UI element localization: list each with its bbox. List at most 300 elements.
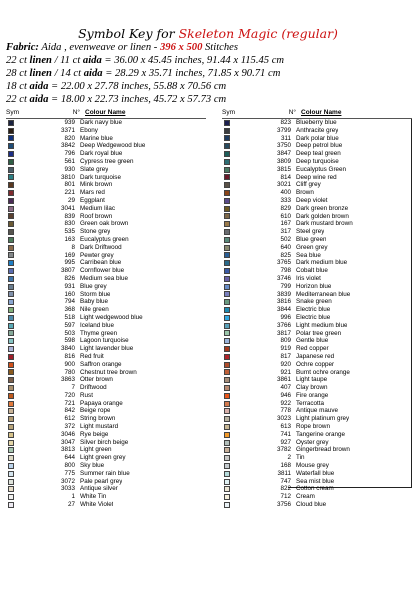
design-name: Skeleton Magic (regular) [178,26,338,41]
list-item [222,392,412,400]
colour-name: Tin [296,454,305,462]
thread-number: 927 [280,438,291,446]
thread-number: 333 [280,196,291,204]
colour-name: Green grey [296,243,328,251]
colour-name: Roof brown [80,212,113,220]
thread-number: 372 [64,423,75,431]
list-item [222,244,412,252]
list-item [222,478,412,486]
thread-number: 640 [280,243,291,251]
thread-number: 503 [64,329,75,337]
colour-name: Brown [296,189,314,197]
list-item [6,205,206,213]
thread-number: 8 [71,243,75,251]
thread-number: 368 [64,306,75,314]
list-item [222,493,412,501]
colour-name: Dark green bronze [296,204,349,212]
thread-number: 930 [64,165,75,173]
list-item [6,119,206,127]
colour-name: Sea blue [296,251,321,259]
colour-name: Cypress tree green [80,157,134,165]
thread-number: 3842 [60,142,75,150]
size-line-18ct-aida: 18 ct aida = 22.00 x 27.78 inches, 55.88 x 70.56 cm [6,81,227,92]
list-item [222,166,412,174]
thread-number: 502 [280,235,291,243]
thread-number: 995 [64,259,75,267]
colour-name: Electric blue [296,313,331,321]
list-item [6,174,206,182]
thread-number: 3746 [276,274,291,282]
header-colour-name: Colour Name [85,109,126,116]
list-item [222,259,412,267]
list-item [222,337,412,345]
thread-number: 822 [280,485,291,493]
thread-number: 221 [64,189,75,197]
thread-number: 3844 [276,306,291,314]
colour-name: Papaya orange [80,399,123,407]
symbol-key-right-column [222,108,412,509]
thread-number: 778 [280,407,291,415]
colour-name: Antique silver [80,485,118,493]
list-item [222,205,412,213]
colour-name: Deep teal green [296,150,341,158]
colour-name: Eggplant [80,196,105,204]
thread-number: 798 [280,267,291,275]
list-item [6,478,206,486]
thread-number: 809 [280,337,291,345]
colour-name: Light medium blue [296,321,348,329]
colour-name: Medium sea blue [80,274,128,282]
list-item [6,291,206,299]
colour-name: Dark turquoise [80,173,121,181]
column-header [6,108,206,119]
list-item [6,454,206,462]
thread-number: 561 [64,157,75,165]
list-item [6,384,206,392]
list-item [6,283,206,291]
list-item [222,369,412,377]
list-item [6,135,206,143]
list-item [6,181,206,189]
thread-number: 796 [64,150,75,158]
thread-number: 741 [280,430,291,438]
colour-name: Rust [80,391,93,399]
list-item [6,158,206,166]
colour-name: Nile green [80,306,109,314]
thread-number: 826 [64,274,75,282]
colour-name: Light green [80,446,112,454]
list-item [6,439,206,447]
page-title [0,26,416,41]
colour-name: Rope brown [296,423,330,431]
thread-number: 3041 [60,204,75,212]
colour-name: Burnt ochre orange [296,368,350,376]
list-item [6,166,206,174]
thread-number: 720 [64,391,75,399]
colour-name: Ebony [80,126,98,134]
thread-number: 311 [280,134,291,142]
thread-number: 3847 [276,150,291,158]
thread-number: 407 [280,384,291,392]
colour-name: Light platinum grey [296,415,350,423]
list-item [6,392,206,400]
list-item [222,485,412,493]
list-item [6,298,206,306]
list-item [222,197,412,205]
size-line-22ct-aida: 22 ct aida = 18.00 x 22.73 inches, 45.72 x 57.73 cm [6,94,227,105]
thread-number: 163 [64,235,75,243]
list-item [222,228,412,236]
list-item [6,345,206,353]
list-item [222,462,412,470]
thread-number: 794 [64,298,75,306]
list-item [6,197,206,205]
colour-name: Cloud blue [296,501,327,509]
thread-number: 3816 [276,298,291,306]
colour-name: Deep turquoise [296,157,339,165]
colour-name: Mediterranean blue [296,290,351,298]
list-item [6,150,206,158]
list-item [6,228,206,236]
thread-number: 814 [280,173,291,181]
list-item [222,283,412,291]
thread-number: 610 [280,212,291,220]
list-item [6,267,206,275]
colour-name: Dark golden brown [296,212,349,220]
thread-number: 3765 [276,259,291,267]
size-line-28ct-linen: 28 ct linen / 14 ct aida = 28.29 x 35.71 inches, 71.85 x 90.71 cm [6,68,281,79]
colour-name: Blue green [296,235,327,243]
list-item [222,314,412,322]
thread-number: 2 [287,454,291,462]
colour-name: Cliff grey [296,181,321,189]
list-item [6,337,206,345]
thread-number: 3782 [276,446,291,454]
thread-number: 830 [64,220,75,228]
colour-name: Summer rain blue [80,469,130,477]
colour-name: Pewter grey [80,251,114,259]
colour-name: Driftwood [80,384,107,392]
list-item [222,181,412,189]
list-item [6,306,206,314]
colour-name: White Violet [80,501,114,509]
list-item [222,446,412,454]
thread-number: 775 [64,469,75,477]
list-item [222,439,412,447]
thread-number: 747 [280,477,291,485]
colour-name: Cobalt blue [296,267,328,275]
list-item [6,244,206,252]
thread-number: 823 [280,119,291,126]
list-item [6,400,206,408]
thread-number: 825 [280,251,291,259]
list-item [222,158,412,166]
thread-number: 27 [67,501,75,509]
colour-name: Mouse grey [296,462,329,470]
header-colour-name: Colour Name [301,109,342,116]
colour-name: Light green grey [80,454,126,462]
thread-number: 169 [64,251,75,259]
colour-name: Silver birch beige [80,438,129,446]
colour-name: Dark Driftwood [80,243,122,251]
thread-number: 3809 [276,157,291,165]
colour-name: Anthracite grey [296,126,339,134]
colour-name: Dark navy blue [80,119,122,126]
thread-number: 3046 [60,430,75,438]
colour-name: Pale pearl grey [80,477,123,485]
colour-name: Marine blue [80,134,113,142]
list-item [222,322,412,330]
thread-number: 3840 [60,345,75,353]
thread-number: 597 [64,321,75,329]
colour-name: Eucalyptus green [80,235,129,243]
thread-number: 919 [280,345,291,353]
thread-number: 400 [280,189,291,197]
list-item [222,135,412,143]
list-item [222,470,412,478]
list-item [6,330,206,338]
list-item [222,376,412,384]
list-item [222,220,412,228]
colour-name: Sea mist blue [296,477,335,485]
thread-number: 712 [280,493,291,501]
thread-number: 3810 [60,173,75,181]
thread-number: 820 [64,134,75,142]
colour-name: Red copper [296,345,329,353]
thread-number: 518 [64,313,75,321]
list-item [6,127,206,135]
list-item [222,213,412,221]
list-item [222,501,412,509]
symbol-key-left-column [6,108,206,509]
list-item [222,275,412,283]
colour-name: Clay brown [296,384,328,392]
colour-name: Chestnut tree brown [80,368,137,376]
list-item [6,462,206,470]
colour-name: Dark polar blue [296,134,339,142]
colour-name: Deep Wedgewood blue [80,142,146,150]
list-item [222,150,412,158]
colour-name: Japanese red [296,352,335,360]
list-item [6,423,206,431]
thread-number: 939 [64,119,75,126]
colour-name: Medium lilac [80,204,115,212]
colour-name: Deep petrol blue [296,142,343,150]
colour-name: Storm blue [80,290,111,298]
colour-name: Cornflower blue [80,267,125,275]
list-item [222,415,412,423]
thread-number: 535 [64,228,75,236]
header-number: N° [288,109,296,116]
thread-number: 644 [64,454,75,462]
list-item [6,314,206,322]
thread-number: 167 [280,220,291,228]
list-item [222,431,412,439]
right-rows [222,119,412,509]
colour-name: Red fruit [80,352,104,360]
thread-number: 598 [64,337,75,345]
list-item [222,306,412,314]
list-item [6,236,206,244]
colour-name: Gingerbread brown [296,446,350,454]
colour-name: Sky blue [80,462,105,470]
colour-name: Dark royal blue [80,150,123,158]
colour-name: Otter brown [80,376,113,384]
title-prefix: Symbol Key for [78,26,175,41]
list-item [6,252,206,260]
list-item [6,407,206,415]
thread-number: 920 [280,360,291,368]
list-item [6,189,206,197]
thread-number: 3023 [276,415,291,423]
thread-number: 3807 [60,267,75,275]
thread-number: 931 [64,282,75,290]
thread-number: 3861 [276,376,291,384]
colour-name: Cream [296,493,315,501]
thread-number: 800 [64,462,75,470]
colour-name: Dark medium blue [296,259,348,267]
list-item [222,298,412,306]
colour-name: Mars red [80,189,105,197]
colour-name: Rye beige [80,430,109,438]
thread-number: 922 [280,399,291,407]
list-item [6,446,206,454]
list-item [6,493,206,501]
thread-number: 3863 [60,376,75,384]
colour-name: Blue grey [80,282,107,290]
list-item [6,415,206,423]
left-rows [6,119,206,509]
colour-name: Oyster grey [296,438,329,446]
colour-name: Antique mauve [296,407,339,415]
colour-name: Dark mustard brown [296,220,353,228]
colour-name: Green oak brown [80,220,129,228]
colour-name: Light lavender blue [80,345,134,353]
thread-number: 842 [64,407,75,415]
colour-name: Blueberry blue [296,119,337,126]
header-number: N° [72,109,80,116]
colour-name: Iceland blue [80,321,114,329]
list-item [6,470,206,478]
list-item [222,407,412,415]
header-sym: Sym [222,109,235,116]
colour-name: Electric blue [296,306,331,314]
thread-number: 29 [67,196,75,204]
colour-name: Terracotta [296,399,324,407]
thread-number: 946 [280,391,291,399]
thread-number: 829 [280,204,291,212]
list-item [222,353,412,361]
thread-number: 900 [64,360,75,368]
list-item [6,142,206,150]
list-item [222,345,412,353]
colour-name: Deep wine red [296,173,337,181]
thread-number: 3072 [60,477,75,485]
list-item [6,485,206,493]
thread-number: 3815 [276,165,291,173]
thread-number: 817 [280,352,291,360]
list-item [6,259,206,267]
list-item [6,501,206,509]
size-line-22ct-linen: 22 ct linen / 11 ct aida = 36.00 x 45.45 inches, 91.44 x 115.45 cm [6,55,285,66]
colour-name: Horizon blue [296,282,332,290]
thread-number: 839 [64,212,75,220]
colour-name: Tangerine orange [296,430,346,438]
thread-number: 3811 [277,469,291,477]
list-item [222,400,412,408]
list-item [222,291,412,299]
list-item [222,142,412,150]
thread-number: 799 [280,282,291,290]
header-sym: Sym [6,109,19,116]
colour-name: Carribean blue [80,259,122,267]
colour-name: Baby blue [80,298,109,306]
colour-name: Beige rope [80,407,111,415]
colour-name: White Tin [80,493,107,501]
colour-name: Light mustard [80,423,119,431]
list-item [6,361,206,369]
list-item [222,454,412,462]
thread-number: 3839 [276,290,291,298]
thread-number: 168 [280,462,291,470]
list-item [6,369,206,377]
thread-number: 3813 [60,446,75,454]
thread-number: 3021 [276,181,291,189]
colour-name: Light taupe [296,376,328,384]
colour-name: Cotton cream [296,485,334,493]
thread-number: 780 [64,368,75,376]
colour-name: Fire orange [296,391,329,399]
colour-name: Slate grey [80,165,109,173]
colour-name: Snake green [296,298,332,306]
thread-number: 721 [64,399,75,407]
thread-number: 801 [64,181,75,189]
colour-name: Eucalyptus Green [296,165,347,173]
list-item [222,252,412,260]
colour-name: Ochre copper [296,360,335,368]
colour-name: Polar tree green [296,329,342,337]
colour-name: Light wedgewood blue [80,313,143,321]
colour-name: Thyme green [80,329,118,337]
list-item [6,376,206,384]
list-item [222,236,412,244]
list-item [6,220,206,228]
thread-number: 3817 [276,329,291,337]
list-item [222,361,412,369]
list-item [6,353,206,361]
thread-number: 160 [64,290,75,298]
list-item [6,431,206,439]
thread-number: 7 [71,384,75,392]
thread-number: 816 [64,352,75,360]
colour-name: Lagoon turquoise [80,337,129,345]
colour-name: Steel grey [296,228,325,236]
colour-name: String brown [80,415,116,423]
thread-number: 612 [64,415,75,423]
colour-name: Deep violet [296,196,328,204]
thread-number: 1 [71,493,75,501]
list-item [222,127,412,135]
list-item [6,322,206,330]
thread-number: 3750 [276,142,291,150]
list-item [222,119,412,127]
thread-number: 3033 [60,485,75,493]
thread-number: 317 [280,228,291,236]
list-item [222,267,412,275]
thread-number: 613 [280,423,291,431]
list-item [6,275,206,283]
list-item [222,189,412,197]
